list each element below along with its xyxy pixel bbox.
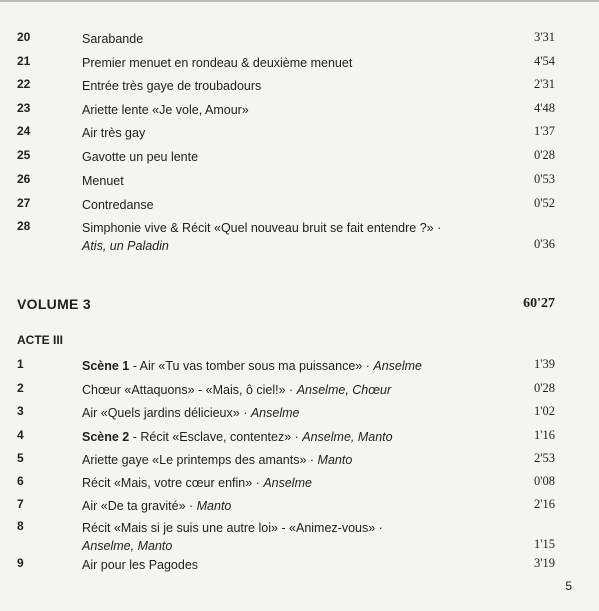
track-duration: 0'53 bbox=[533, 172, 555, 186]
track-duration: 0'28 bbox=[533, 381, 555, 395]
track-title: Contredanse bbox=[82, 198, 154, 212]
track-duration: 1'37 bbox=[533, 124, 555, 138]
track-title: Sarabande bbox=[82, 32, 144, 46]
page-number: 5 bbox=[565, 579, 572, 593]
track-title bbox=[82, 519, 502, 555]
track-title bbox=[82, 451, 502, 469]
track-number: 25 bbox=[17, 148, 31, 162]
track-duration: 1'39 bbox=[533, 357, 555, 371]
track-number: 3 bbox=[17, 404, 24, 418]
track-performers: Anselme bbox=[373, 359, 422, 373]
track-number: 23 bbox=[17, 101, 31, 115]
track-title-text: - Récit «Esclave, contentez» · bbox=[129, 430, 303, 444]
track-title bbox=[82, 556, 502, 574]
track-performers: Anselme bbox=[263, 476, 312, 490]
track-number: 4 bbox=[17, 428, 24, 442]
track-performers: Anselme bbox=[250, 406, 300, 420]
volume-duration: 60'27 bbox=[523, 296, 555, 311]
track-number: 24 bbox=[17, 124, 31, 138]
act-heading: ACTE III bbox=[17, 333, 64, 347]
track-duration: 3'31 bbox=[533, 30, 555, 44]
track-title bbox=[82, 357, 502, 375]
track-number: 6 bbox=[17, 474, 24, 488]
track-number: 2 bbox=[17, 381, 24, 395]
track-performers: Manto bbox=[196, 499, 232, 513]
track-title bbox=[82, 497, 502, 515]
track-title-line1: Simphonie vive & Récit «Quel nouveau bruit se fait entendre ?» · bbox=[82, 221, 442, 235]
track-title-line1: Récit «Mais si je suis une autre loi» - «Animez-vous» · bbox=[82, 521, 383, 535]
track-duration: 0'52 bbox=[533, 196, 555, 210]
track-duration: 4'54 bbox=[533, 54, 555, 68]
track-duration: 0'08 bbox=[533, 474, 555, 488]
track-title: Menuet bbox=[82, 174, 124, 188]
track-performers: Anselme, Manto bbox=[302, 430, 393, 444]
track-duration: 2'53 bbox=[533, 451, 555, 465]
track-title bbox=[82, 381, 502, 399]
track-title-text: Air pour les Pagodes bbox=[82, 558, 199, 572]
track-title-text: - Air «Tu vas tomber sous ma puissance» · bbox=[129, 359, 374, 373]
track-number: 8 bbox=[17, 519, 24, 533]
track-performers: Manto bbox=[317, 453, 353, 467]
scene-label: Scène 2 bbox=[82, 430, 130, 444]
top-divider bbox=[0, 0, 599, 2]
track-title-text: Chœur «Attaquons» - «Mais, ô ciel!» · bbox=[82, 383, 297, 397]
track-number: 5 bbox=[17, 451, 24, 465]
track-number: 9 bbox=[17, 556, 24, 570]
track-performers: Anselme, Manto bbox=[82, 539, 173, 553]
track-duration: 0'36 bbox=[533, 237, 555, 251]
track-title-text: Récit «Mais, votre cœur enfin» · bbox=[82, 476, 264, 490]
track-number: 27 bbox=[17, 196, 31, 210]
track-duration: 1'16 bbox=[533, 428, 555, 442]
track-performers: Anselme, Chœur bbox=[296, 383, 392, 397]
track-title bbox=[82, 404, 502, 422]
track-title: Air très gay bbox=[82, 126, 146, 140]
track-number: 7 bbox=[17, 497, 24, 511]
track-title-text: Air «Quels jardins délicieux» · bbox=[82, 406, 251, 420]
track-duration: 0'28 bbox=[533, 148, 555, 162]
track-duration: 4'48 bbox=[533, 101, 555, 115]
volume-title: VOLUME 3 bbox=[17, 296, 91, 312]
track-number: 26 bbox=[17, 172, 31, 186]
track-number: 21 bbox=[17, 54, 31, 68]
track-title: Entrée très gaye de troubadours bbox=[82, 79, 262, 93]
track-number: 1 bbox=[17, 357, 24, 371]
track-duration: 1'02 bbox=[533, 404, 555, 418]
track-number: 22 bbox=[17, 77, 31, 91]
track-title: Ariette lente «Je vole, Amour» bbox=[82, 103, 249, 117]
track-title: Premier menuet en rondeau & deuxième menuet bbox=[82, 56, 353, 70]
track-number: 28 bbox=[17, 219, 31, 233]
track-duration: 2'31 bbox=[533, 77, 555, 91]
track-title-text: Ariette gaye «Le printemps des amants» · bbox=[82, 453, 318, 467]
track-duration: 2'16 bbox=[533, 497, 555, 511]
track-title bbox=[82, 219, 502, 255]
track-duration: 3'19 bbox=[533, 556, 555, 570]
track-performers: Atis, un Paladin bbox=[82, 239, 169, 253]
track-title bbox=[82, 428, 502, 446]
track-duration: 1'15 bbox=[533, 537, 555, 551]
track-title bbox=[82, 474, 502, 492]
track-title-text: Air «De ta gravité» · bbox=[82, 499, 197, 513]
track-title: Gavotte un peu lente bbox=[82, 150, 199, 164]
scene-label: Scène 1 bbox=[82, 359, 130, 373]
track-number: 20 bbox=[17, 30, 31, 44]
